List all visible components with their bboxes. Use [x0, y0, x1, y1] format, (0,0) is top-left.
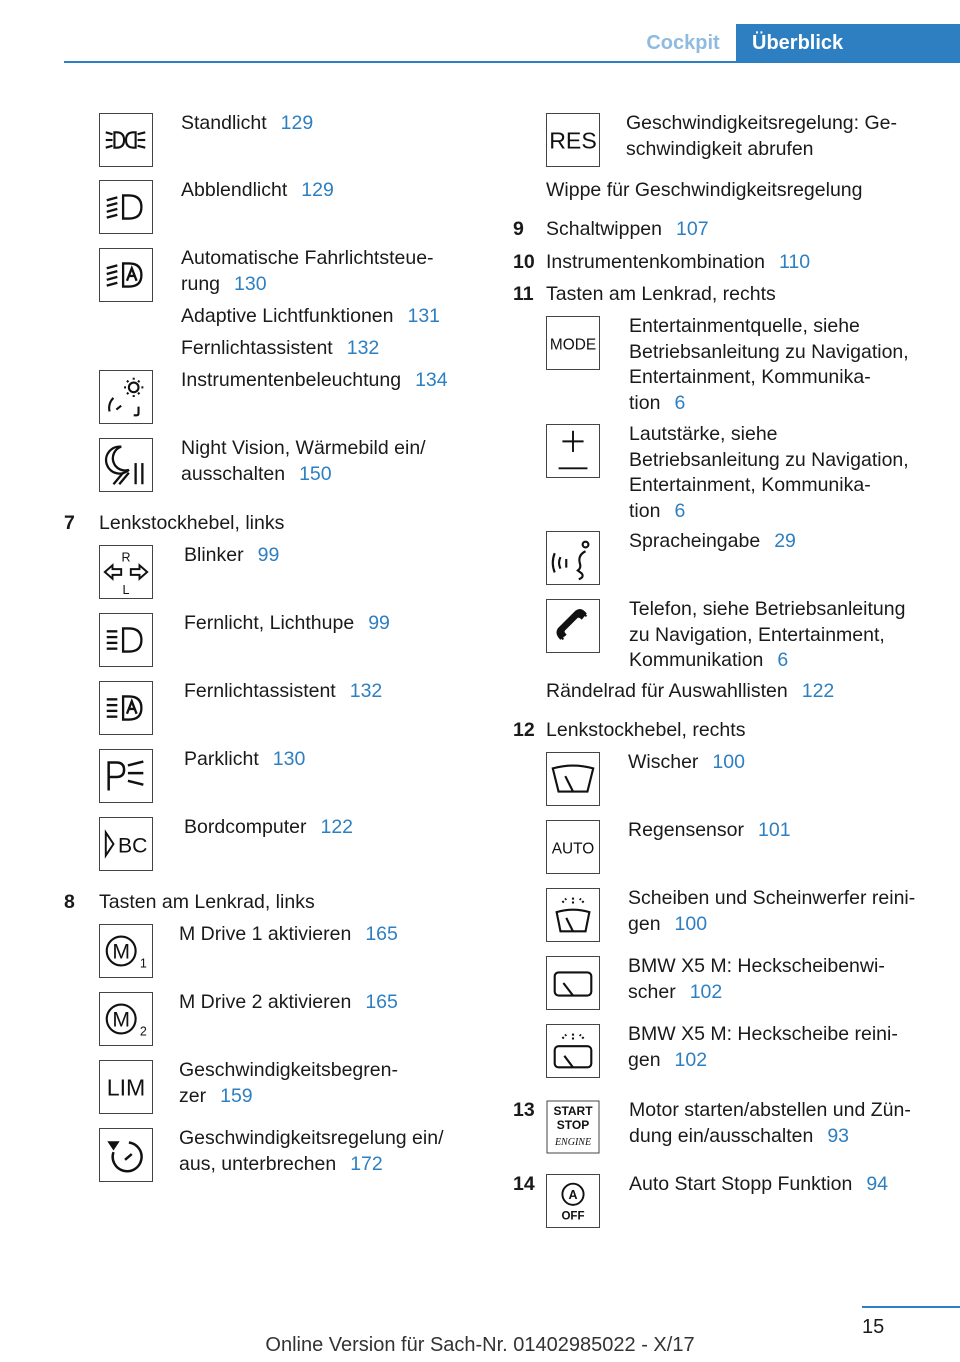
entry-cruise-control: Geschwindigkeitsregelung ein/ aus, unterbrechen 172	[179, 1127, 444, 1175]
entry-rain-sensor: Regensensor 101	[628, 819, 791, 841]
page-ref[interactable]: 129	[280, 112, 314, 134]
entry-adaptive-light: Adaptive Lichtfunktionen 131	[181, 305, 441, 327]
page-ref[interactable]: 132	[346, 337, 380, 359]
page-ref[interactable]: 172	[350, 1152, 383, 1175]
svg-text:A: A	[568, 1188, 578, 1203]
page-ref[interactable]: 122	[320, 816, 354, 838]
item-heading: Lenkstockhebel, rechts	[546, 719, 746, 741]
svg-text:RES: RES	[549, 127, 597, 154]
item-number: 13	[513, 1099, 535, 1121]
entry-wiper: Wischer 100	[628, 751, 745, 773]
washer-icon	[546, 888, 600, 942]
entry-m-drive-1: M Drive 1 aktivieren 165	[179, 923, 398, 945]
entry-speed-limiter: Geschwindigkeitsbegren- zer 159	[179, 1059, 398, 1107]
page-ref[interactable]: 107	[676, 218, 709, 240]
entry-rear-washer: BMW X5 M: Heckscheibe reini- gen 102	[628, 1023, 898, 1071]
svg-text:BC: BC	[118, 834, 148, 858]
entry-instrument-lighting: Instrumentenbeleuchtung 134	[181, 369, 448, 391]
entry-night-vision: Night Vision, Wärmebild ein/ ausschalten 150	[181, 437, 426, 485]
header-rule	[64, 61, 960, 63]
page-ref[interactable]: 130	[234, 272, 267, 295]
entry-m-drive-2: M Drive 2 aktivieren 165	[179, 991, 398, 1013]
page-ref[interactable]: 29	[774, 530, 796, 552]
svg-text:M: M	[112, 940, 131, 964]
item-number: 12	[513, 719, 535, 741]
svg-text:2: 2	[139, 1024, 147, 1039]
item-number: 11	[513, 283, 534, 305]
mode-icon	[546, 316, 600, 370]
entry-high-beam-assistant: Fernlichtassistent 132	[181, 337, 380, 359]
start-stop-button-icon	[546, 1100, 600, 1154]
page-ref[interactable]: 6	[777, 649, 789, 671]
auto-start-stop-off-icon	[546, 1174, 600, 1228]
page-ref[interactable]: 134	[415, 369, 448, 391]
parking-light-icon	[99, 113, 153, 167]
m-drive-1-icon	[99, 924, 153, 978]
page-ref[interactable]: 100	[712, 751, 745, 773]
entry-start-stop: Motor starten/abstellen und Zün- dung ein/ausschalten 93	[629, 1099, 911, 1147]
item-heading: Lenkstockhebel, links	[99, 512, 285, 534]
item-heading: Schaltwippen 107	[546, 218, 709, 240]
speed-limiter-icon	[99, 1060, 153, 1114]
entry-high-beam-assistant-2: Fernlichtassistent 132	[184, 680, 383, 702]
item-number: 7	[64, 512, 75, 534]
page-ref[interactable]: 99	[257, 544, 280, 566]
entry-resume-speed: Geschwindigkeitsregelung: Ge- schwindigkeit abrufen	[626, 112, 897, 160]
svg-text:STOP: STOP	[556, 1118, 590, 1132]
svg-text:1: 1	[139, 956, 147, 971]
entry-washer: Scheiben und Scheinwerfer reini- gen 100	[628, 887, 916, 935]
volume-icon	[546, 424, 600, 478]
rear-washer-icon	[546, 1024, 600, 1078]
page-ref[interactable]: 100	[674, 912, 708, 935]
page-ref[interactable]: 6	[674, 391, 686, 414]
wiper-icon	[546, 752, 600, 806]
page-ref[interactable]: 110	[778, 251, 811, 273]
page-ref[interactable]: 101	[758, 819, 791, 841]
auto-headlight-icon	[99, 248, 153, 302]
entry-auto-start-stop: Auto Start Stopp Funktion 94	[629, 1173, 889, 1195]
instrument-lighting-icon	[99, 370, 153, 424]
page-ref[interactable]: 150	[299, 462, 332, 485]
entry-voice-input: Spracheingabe 29	[629, 530, 796, 552]
entry-rear-wiper: BMW X5 M: Heckscheibenwi- scher 102	[628, 955, 885, 1003]
svg-text:AUTO: AUTO	[551, 840, 595, 858]
page-ref[interactable]: 102	[674, 1048, 708, 1071]
night-vision-icon	[99, 438, 153, 492]
page-ref[interactable]: 94	[866, 1173, 889, 1195]
page-ref[interactable]: 131	[407, 305, 441, 327]
high-beam-assistant-icon	[99, 681, 153, 735]
entry-parking-light: Standlicht 129	[181, 112, 314, 134]
page-ref[interactable]: 99	[368, 612, 390, 634]
page-ref[interactable]: 102	[689, 980, 723, 1003]
page-ref[interactable]: 159	[220, 1084, 253, 1107]
page-ref[interactable]: 129	[301, 179, 334, 201]
item-heading: Instrumentenkombination 110	[546, 251, 811, 273]
page-ref[interactable]: 132	[349, 680, 383, 702]
turn-signal-icon	[99, 545, 153, 599]
page-ref[interactable]: 6	[674, 499, 686, 522]
rain-sensor-icon	[546, 820, 600, 874]
item-number: 8	[64, 891, 75, 913]
page-ref[interactable]: 165	[365, 923, 398, 945]
entry-entertainment-source: Entertainmentquelle, siehe Betriebsanleitung zu Navigation, Entertainment, Kommunika- tion 6	[629, 315, 909, 414]
voice-input-icon	[546, 531, 600, 585]
page-ref[interactable]: 165	[365, 991, 398, 1013]
svg-text:MODE: MODE	[549, 336, 597, 354]
thumbwheel-label: Rändelrad für Auswahllisten 122	[546, 680, 835, 702]
item-number: 10	[513, 251, 535, 273]
page-number: 15	[862, 1316, 885, 1338]
svg-text:ENGINE: ENGINE	[554, 1137, 592, 1148]
parking-light-p-icon	[99, 749, 153, 803]
tab-cockpit[interactable]: Cockpit	[646, 31, 720, 54]
entry-turn-signal: Blinker 99	[184, 544, 280, 566]
item-number: 14	[513, 1173, 535, 1195]
item-number: 9	[513, 218, 524, 240]
phone-icon	[546, 599, 600, 653]
entry-board-computer: Bordcomputer 122	[184, 816, 354, 838]
entry-volume: Lautstärke, siehe Betriebsanleitung zu Navigation, Entertainment, Kommunika- tion 6	[629, 423, 909, 522]
entry-low-beam: Abblendlicht 129	[181, 179, 334, 201]
m-drive-2-icon	[99, 992, 153, 1046]
svg-text:L: L	[122, 583, 130, 598]
tab-overview[interactable]: Überblick	[736, 24, 960, 62]
footer-text: Online Version für Sach-Nr. 01402985022 - X/17	[265, 1334, 695, 1356]
entry-parking-light-2: Parklicht 130	[184, 748, 306, 770]
item-heading: Tasten am Lenkrad, rechts	[546, 283, 776, 305]
svg-text:R: R	[121, 550, 131, 565]
entry-high-beam: Fernlicht, Lichthupe 99	[184, 612, 390, 634]
board-computer-icon	[99, 817, 153, 871]
svg-text:START: START	[553, 1104, 593, 1118]
footer-rule	[862, 1306, 960, 1308]
svg-text:M: M	[112, 1008, 131, 1032]
high-beam-icon	[99, 613, 153, 667]
speed-rocker-label: Wippe für Geschwindigkeitsregelung	[546, 179, 863, 201]
svg-text:LIM: LIM	[106, 1074, 146, 1101]
entry-auto-headlight: Automatische Fahrlichtsteue- rung 130	[181, 247, 434, 295]
item-heading: Tasten am Lenkrad, links	[99, 891, 315, 913]
page-ref[interactable]: 122	[801, 680, 835, 702]
low-beam-icon	[99, 180, 153, 234]
page-ref[interactable]: 130	[272, 748, 306, 770]
rear-wiper-icon	[546, 956, 600, 1010]
cruise-control-icon	[99, 1128, 153, 1182]
svg-text:OFF: OFF	[561, 1210, 585, 1223]
entry-phone: Telefon, siehe Betriebsanleitung zu Navigation, Entertainment, Kommunikation 6	[629, 598, 906, 671]
res-icon	[546, 113, 600, 167]
page-ref[interactable]: 93	[827, 1124, 850, 1147]
